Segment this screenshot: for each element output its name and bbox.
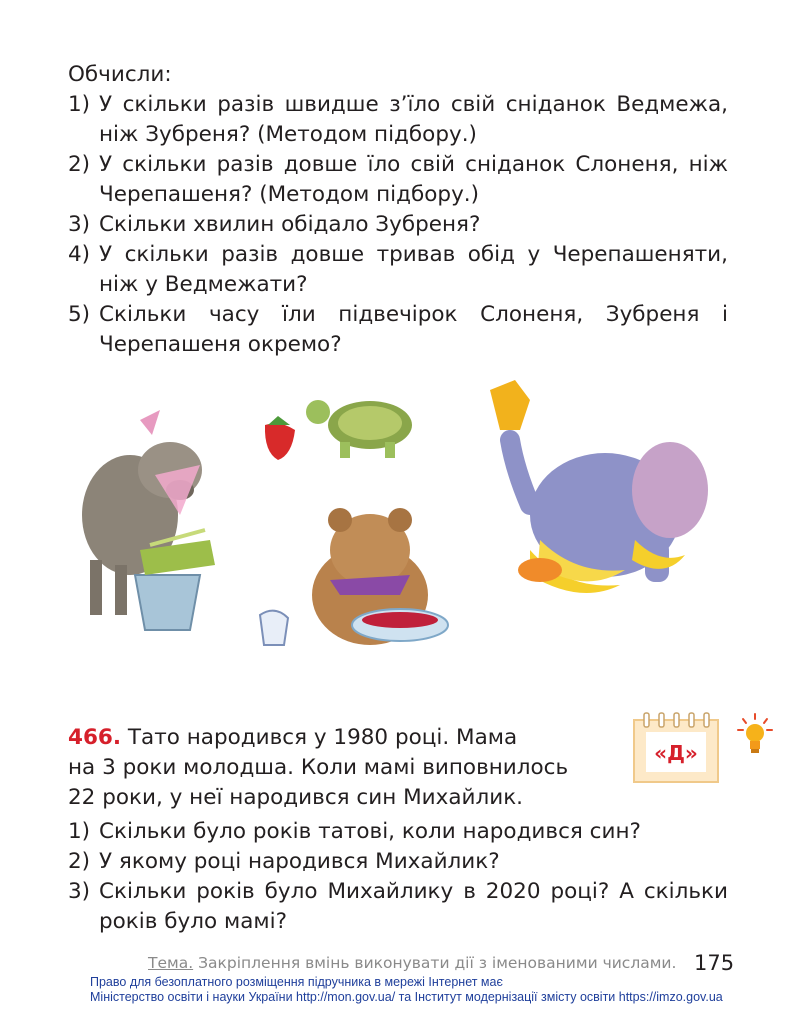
turtle-illustration: [306, 400, 412, 458]
topic-footer: Тема. Закріплення вмінь виконувати дії з іменованими числами.: [148, 954, 677, 972]
license-line-2: Міністерство освіти і науки України http://mon.gov.ua/ та Інститут модернізації змісту освіти https://imzo.gov.ua: [90, 990, 723, 1004]
task-number: 466.: [68, 725, 122, 750]
strawberry-illustration: [265, 416, 295, 460]
question-item: 3) Скільки хвилин обідало Зубреня?: [68, 212, 481, 237]
question-item: 4) У скільки разів довше тривав обід у Черепашеняти, ніж у Ведмежати?: [68, 242, 728, 297]
bear-cub-illustration: [260, 508, 448, 645]
task-466-line: 466. Тато народився у 1980 році. Мама: [68, 725, 518, 750]
question-item: 1) Скільки було років татові, коли народився син?: [68, 819, 641, 844]
task-466-line: 22 роки, у неї народився син Михайлик.: [68, 785, 524, 810]
task-466: [68, 723, 628, 813]
difficulty-badge: [632, 712, 720, 784]
questions-list: [68, 90, 728, 360]
animals-illustration: [60, 380, 740, 690]
question-item: 2) У якому році народився Михайлик?: [68, 849, 500, 874]
task-466-questions: [68, 817, 728, 937]
question-item: 3) Скільки років було Михайлику в 2020 році? А скільки років було мамі?: [68, 879, 728, 934]
question-item: 1) У скільки разів швидше з’їло свій сніданок Ведмежа, ніж Зубреня? (Методом підбору.): [68, 92, 728, 147]
question-item: 5) Скільки часу їли підвечірок Слоненя, Зубреня і Черепашеня окремо?: [68, 302, 728, 357]
license-line-1: Право для безоплатного розміщення підручника в мережі Інтернет має: [90, 975, 503, 989]
question-item: 2) У скільки разів довше їло свій сніданок Слоненя, ніж Черепашеня? (Методом підбору.): [68, 152, 728, 207]
badge-label: «Д»: [654, 741, 698, 765]
lightbulb-icon: [737, 712, 773, 756]
task-intro: Обчисли:: [68, 62, 172, 87]
page-number: 175: [694, 951, 735, 975]
bison-calf-illustration: [82, 410, 215, 630]
elephant-illustration: [490, 380, 708, 582]
task-466-line: на 3 роки молодша. Коли мамі виповнилось: [68, 755, 569, 780]
